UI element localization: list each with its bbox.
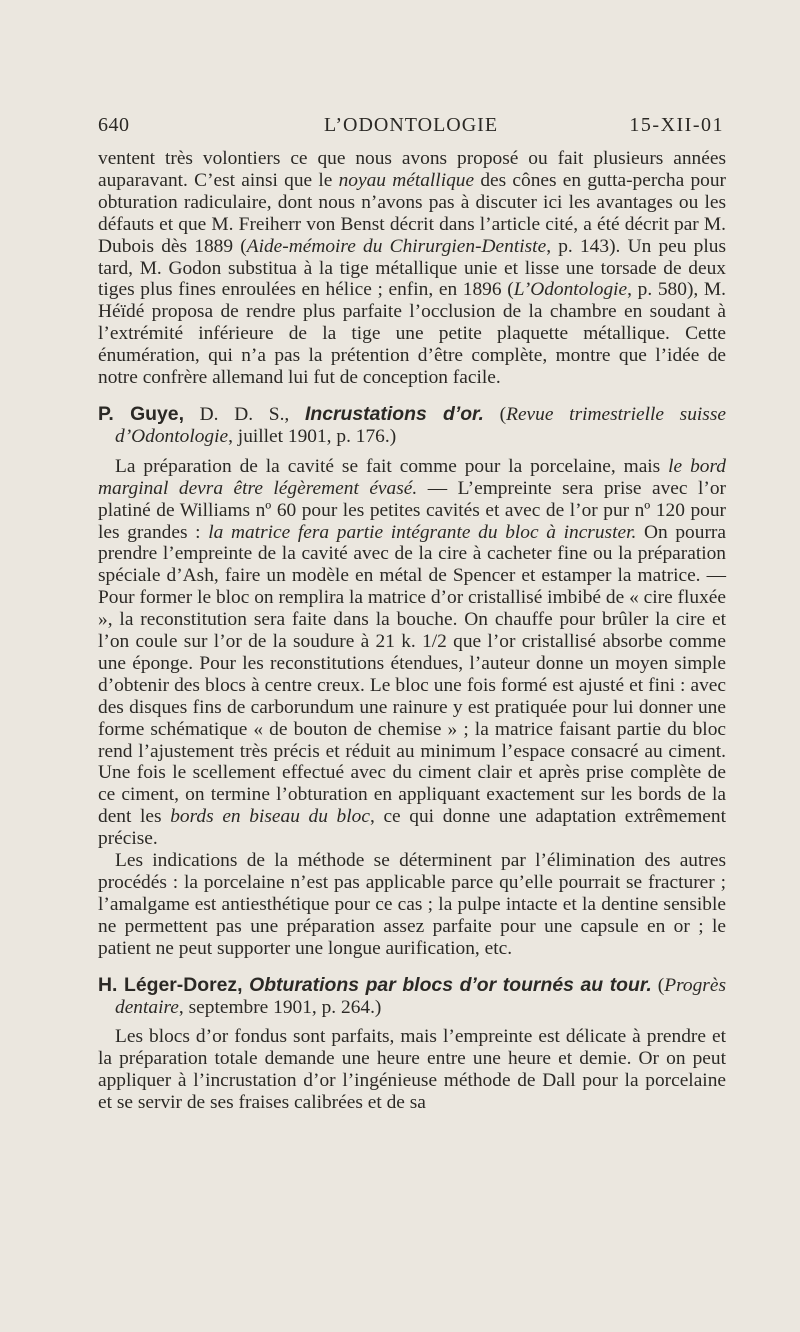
reference-journal: Progrès dentaire	[115, 974, 726, 1018]
reference-title: Obturations par blocs d’or tournés au tour.	[242, 973, 652, 996]
italic-term: noyau métallique	[338, 169, 475, 191]
article-body	[98, 148, 726, 1114]
paragraph-leger-dorez-summary: Les blocs d’or fondus sont parfaits, mais l’empreinte est délicate à prendre et la préparation totale demande une heure entre une heure et demie. Or on peut appliquer à l’incrustation d’or l’ingénieuse méthode de Dall pour la porcelaine et se servir de ses fraises calibrées et de sa	[98, 1026, 726, 1114]
reference-author: P. Guye,	[98, 402, 184, 425]
cited-work: Aide-mémoire du Chirurgien-Dentiste	[246, 235, 547, 257]
running-header	[98, 114, 724, 140]
reference-heading-guye: P. Guye, D. D. S., Incrustations d’or. (Revue trimestrielle suisse d’Odontologie, juillet 1901, p. 176.)	[98, 402, 727, 447]
reference-title: Incrustations d’or.	[304, 402, 484, 425]
cited-journal: L’Odontologie	[513, 279, 628, 301]
page-number: 640	[98, 114, 130, 136]
reference-journal: Revue trimestrielle suisse d’Odontologie	[115, 403, 727, 447]
issue-date: 15-XII-01	[629, 114, 724, 136]
paragraph-guye-summary: La préparation de la cavité se fait comme pour la porcelaine, mais le bord marginal devra être légèrement évasé. — L’empreinte sera prise avec l’or platiné de Williams nº 60 pour les petites cavités et avec de l’or pur nº 120 pour les grandes : la matrice fera partie intégrante du bloc à incruster. On pourra prendre l’empreinte de la cavité avec de la cire à cacheter fine ou la préparation spéciale d’Ash, faire un modèle en métal de Spencer et estamper la matrice. — Pour former le bloc on remplira la matrice d’or cristallisé imbibé de « cire fluxée », la reconstitution sera faite dans la bouche. On chauffe pour brûler la cire et l’on coule sur l’or de la soudure à 21 k. 1/2 que l’or cristallisé absorbe comme une éponge. Pour les reconstitutions étendues, l’auteur donne un moyen simple d’obtenir des blocs à centre creux. Le bloc une fois formé est ajusté et fini : avec des disques fins de carborundum une rainure y est pratiquée pour lui donner une forme schématique « de bouton de chemise » ; la matrice faisant partie du bloc rend l’ajustement très précis et réduit au minimum l’espace consacré au ciment. Une fois le scellement effectué avec du ciment clair et après prise complète de ce ciment, on termine l’obturation en appliquant exactement sur les bords de la dent les bords en biseau du bloc, ce qui donne une adaptation extrêmement précise.	[98, 455, 726, 850]
reference-author: H. Léger-Dorez,	[98, 973, 243, 996]
journal-title: L’ODONTOLOGIE	[323, 114, 499, 136]
paragraph-continued: ventent très volontiers ce que nous avons proposé ou fait plusieurs années auparavant. C’est ainsi que le noyau métallique des cônes en gutta-percha pour obturation radiculaire, dont nous n’avons pas à discuter ici les avantages ou les défauts et que M. Freiherr von Benst décrit dans l’article cité, a été décrit par M. Dubois dès 1889 (Aide-mémoire du Chirurgien-Dentiste, p. 143). Un peu plus tard, M. Godon substitua à la tige métallique unie et lisse une torsade de deux tiges plus fines enroulées en hélice ; enfin, en 1896 (L’Odontologie, p. 580), M. Héïdé proposa de rendre plus parfaite l’occlusion de la chambre en soudant à l’extrémité inférieure de la tige une petite plaquette métallique. Cette énumération, qui n’a pas la prétention d’être complète, montre que l’idée de notre confrère allemand lui fut de conception facile.	[98, 148, 726, 389]
paragraph-indications: Les indications de la méthode se déterminent par l’élimination des autres procédés : la porcelaine n’est pas applicable parce qu’elle pourrait se fracturer ; l’amalgame est antiesthétique pour ce cas ; la pulpe intacte et la dentine sensible ne permettent pas une préparation assez parfaite pour une capsule en or ; le patient ne peut supporter une longue aurification, etc.	[98, 850, 726, 959]
reference-heading-leger-dorez: H. Léger-Dorez, Obturations par blocs d’or tournés au tour. (Progrès dentaire, septembre 1901, p. 264.)	[98, 973, 726, 1018]
